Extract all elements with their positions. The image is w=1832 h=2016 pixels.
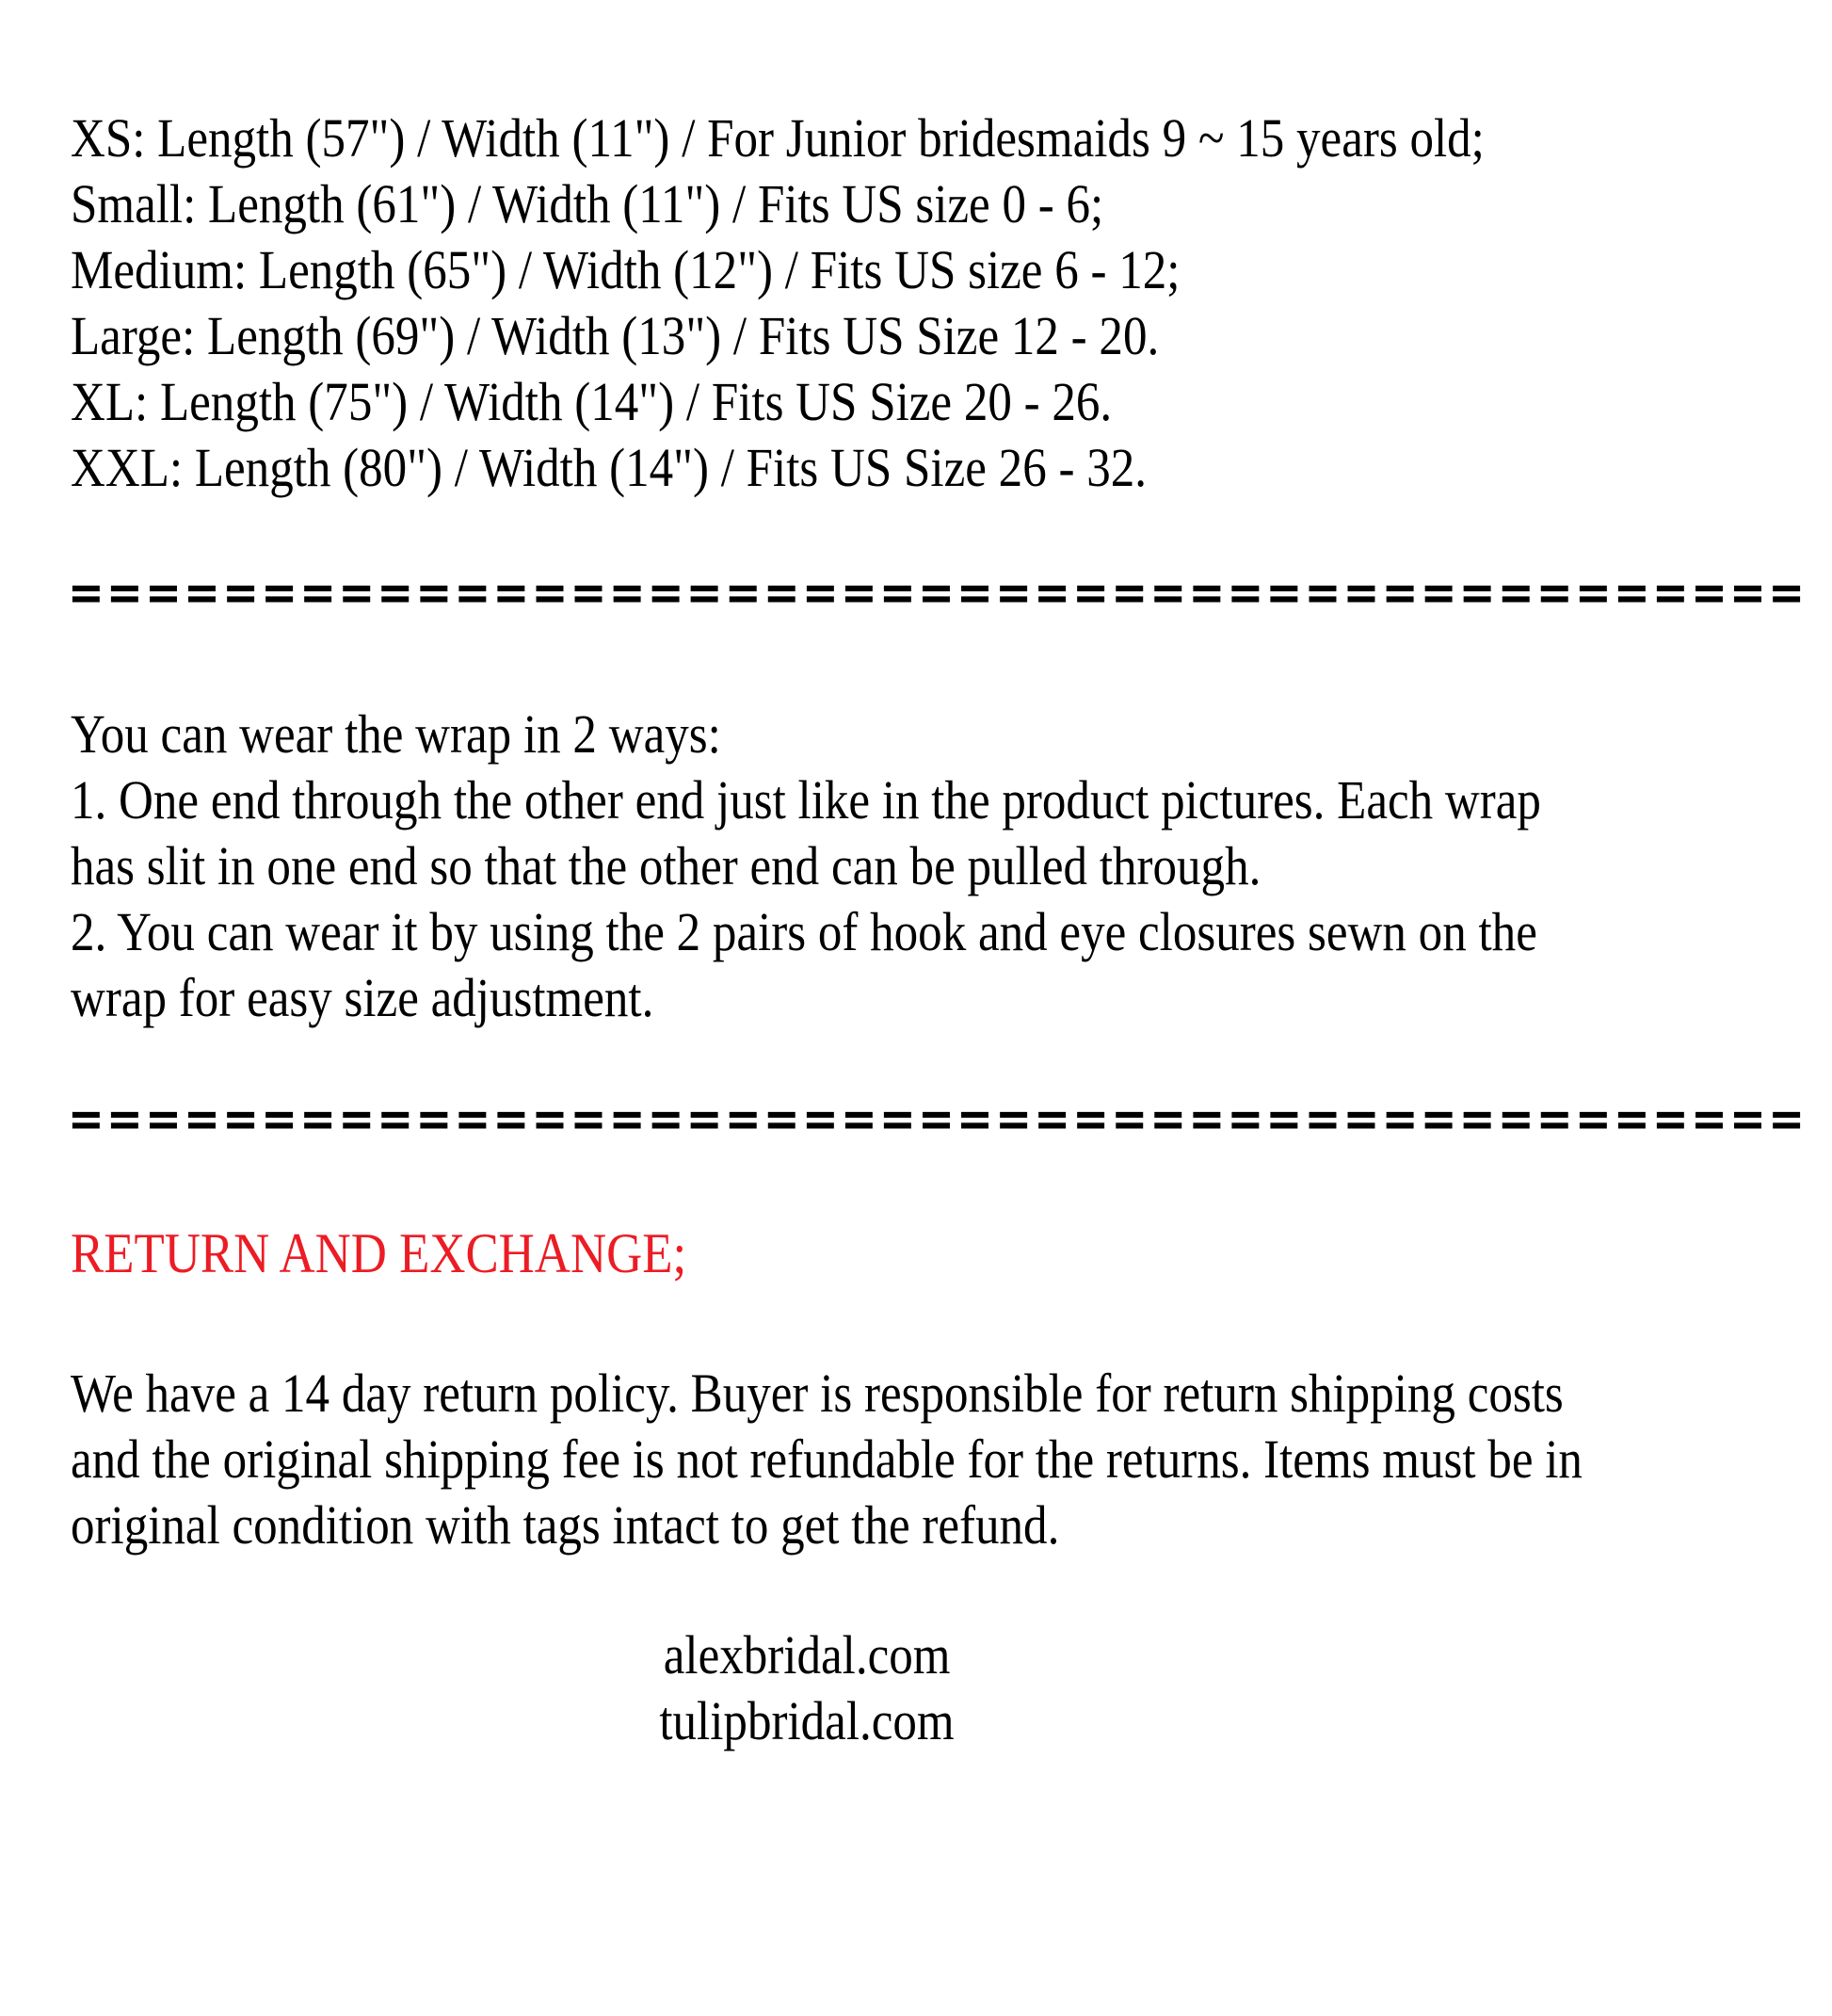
size-line-small: Small: Length (61") / Width (11") / Fits US size 0 - 6; [71, 173, 1104, 234]
size-line-xl: XL: Length (75") / Width (14") / Fits US Size 20 - 26. [71, 371, 1113, 432]
wear-step2-line1: 2. You can wear it by using the 2 pairs of hook and eye closures sewn on the [71, 901, 1537, 962]
return-exchange-heading [71, 1220, 770, 1286]
return-policy-line1: We have a 14 day return policy. Buyer is responsible for return shipping costs [71, 1363, 1564, 1424]
return-policy-line3: original condition with tags intact to get the refund. [71, 1494, 1060, 1556]
size-line-medium: Medium: Length (65") / Width (12") / Fits US size 6 - 12; [71, 239, 1181, 300]
return-policy-paragraph [71, 1361, 1789, 1558]
wear-instructions [71, 702, 1742, 1031]
footer-websites [0, 1622, 1614, 1754]
size-line-large: Large: Length (69") / Width (13") / Fits US Size 12 - 20. [71, 305, 1160, 366]
size-line-xxl: XXL: Length (80") / Width (14") / Fits US Size 26 - 32. [71, 437, 1148, 498]
size-chart [71, 105, 1678, 501]
footer-link-tulipbridal: tulipbridal.com [659, 1690, 955, 1751]
divider-equals-top: ============================================= [71, 563, 1810, 624]
wear-step1-line2: has slit in one end so that the other end can be pulled through. [71, 835, 1262, 896]
wear-step1-line1: 1. One end through the other end just like in the product pictures. Each wrap [71, 769, 1541, 831]
return-exchange-heading-text: RETURN AND EXCHANGE; [71, 1222, 687, 1284]
wear-intro-line: You can wear the wrap in 2 ways: [71, 703, 721, 765]
divider-equals-bottom: ============================================= [71, 1089, 1810, 1151]
footer-link-alexbridal: alexbridal.com [663, 1624, 951, 1685]
size-line-xs: XS: Length (57") / Width (11") / For Junior bridesmaids 9 ~ 15 years old; [71, 107, 1485, 169]
wear-step2-line2: wrap for easy size adjustment. [71, 967, 654, 1028]
return-policy-line2: and the original shipping fee is not refundable for the returns. Items must be in [71, 1428, 1583, 1490]
